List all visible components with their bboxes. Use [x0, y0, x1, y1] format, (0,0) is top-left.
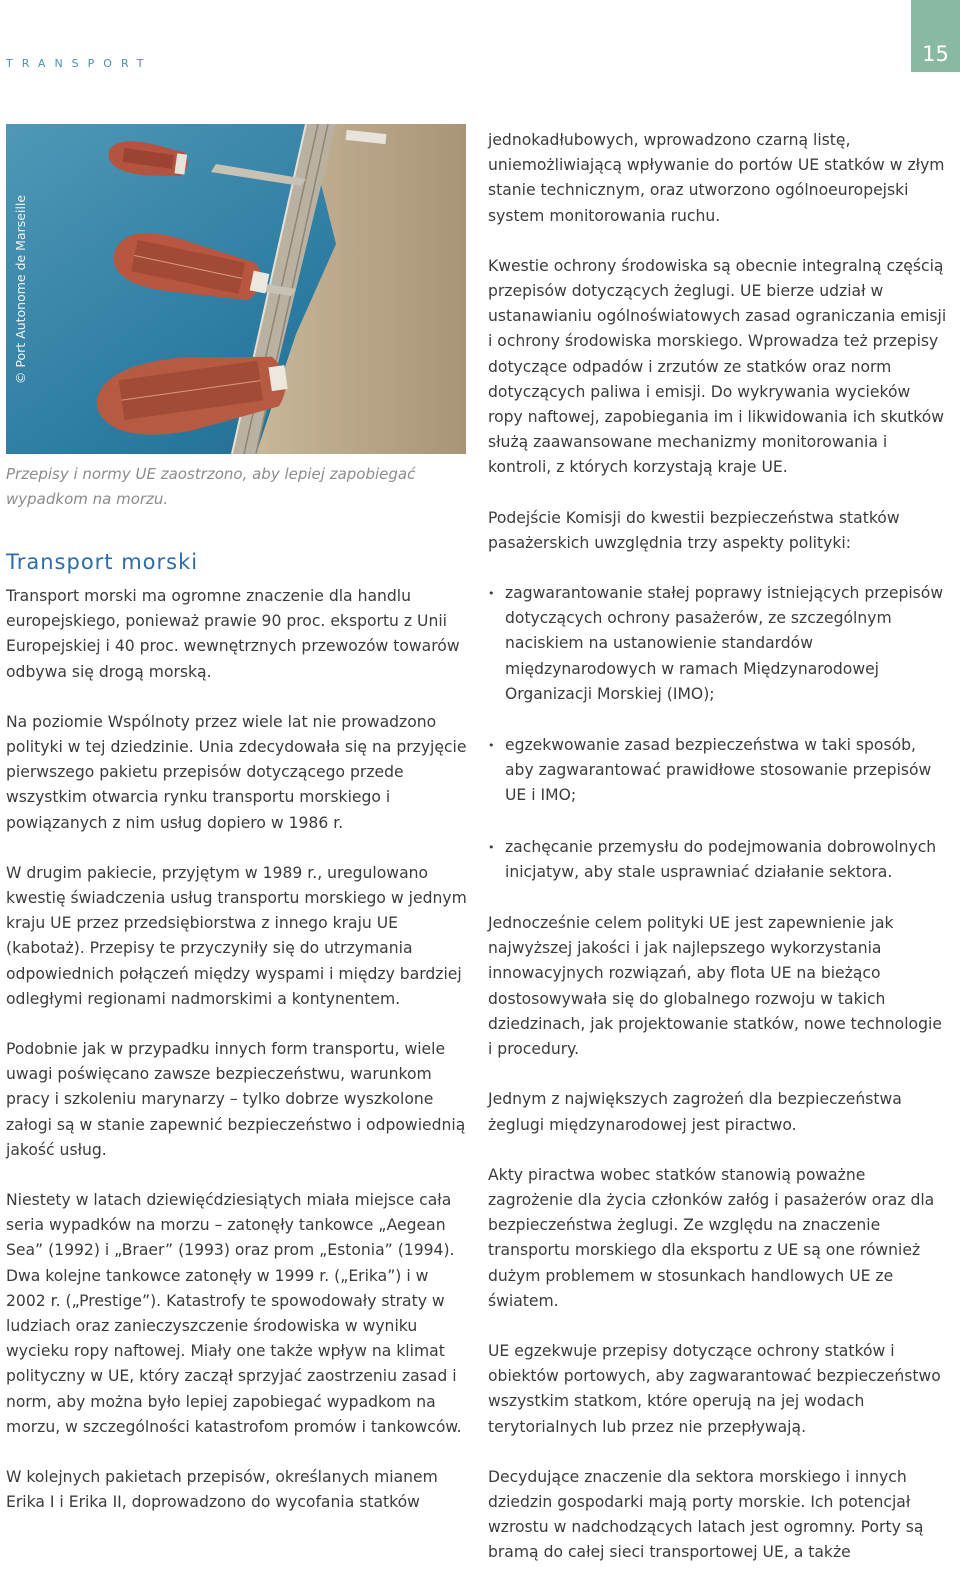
- paragraph: Podejście Komisji do kwestii bezpieczeństwa statków pasażerskich uwzględnia trzy aspekty polityki:: [488, 508, 900, 552]
- paragraph: Kwestie ochrony środowiska są obecnie integralną częścią przepisów dotyczących żeglugi. UE bierze udział w ustanawianiu ogólnoświatowych zasad ograniczania emisji i ochrony środowiska morskiego. Wprowadza też przepisy dotyczące odpadów i zrzutów ze statków oraz norm dotyczących paliwa i emisji. Do wykrywania wycieków ropy naftowej, zapobiegania im i likwidowania ich skutków służą zaawansowane mechanizmy monitorowania i kontroli, z których korzystają kraje UE.: [488, 256, 947, 477]
- port-tanker-photo: [6, 124, 466, 454]
- paragraph: UE egzekwuje przepisy dotyczące ochrony statków i obiektów portowych, aby zagwarantować bezpieczeństwo wszystkim statkom, które operują na jej wodach terytorialnych lub przez nie przepływają.: [488, 1341, 941, 1436]
- paragraph: Transport morski ma ogromne znaczenie dla handlu europejskiego, ponieważ prawie 90 proc. eksportu z Unii Europejskiej i 40 proc. wewnętrznych przewozów towarów odbywa się drogą morską.: [6, 587, 460, 681]
- list-item: • zachęcanie przemysłu do podejmowania dobrowolnych inicjatyw, aby stale usprawniać działanie sektora.: [488, 835, 948, 885]
- paragraph: Akty piractwa wobec statków stanowią poważne zagrożenie dla życia członków załóg i pasażerów oraz dla bezpieczeństwa żeglugi. Ze względu na znaczenie transportu morskiego dla eksportu z UE są one również dużym problemem w stosunkach handlowych UE ze światem.: [488, 1165, 935, 1310]
- section-header-label: TRANSPORT: [6, 57, 153, 70]
- paragraph: jednokadłubowych, wprowadzono czarną listę, uniemożliwiającą wpływanie do portów UE statków w złym stanie technicznym, oraz utworzono ogólnoeuropejski system monitorowania ruchu.: [488, 131, 945, 225]
- paragraph: Jednym z największych zagrożeń dla bezpieczeństwa żeglugi międzynarodowej jest piractwo.: [488, 1090, 902, 1134]
- paragraph: W drugim pakiecie, przyjętym w 1989 r., uregulowano kwestię świadczenia usług transportu morskiego w jednym kraju UE przez przedsiębiorstwa z innego kraju UE (kabotaż). Przepisy te przyczyniły się do utrzymania odpowiednich połączeń między wyspami i między bardziej odległymi regionami nadmorskimi a kontynentem.: [6, 863, 467, 1008]
- policy-bullet-list: [488, 581, 948, 885]
- paragraph: Na poziomie Wspólnoty przez wiele lat nie prowadzono polityki w tej dziedzinie. Unia zdecydowała się na przyjęcie pierwszego pakietu przepisów dotyczącego przede wszystkim otwarcia rynku transportu morskiego i powiązanych z nim usług dopiero w 1986 r.: [6, 712, 467, 832]
- photo-caption: Przepisy i normy UE zaostrzono, aby lepiej zapobiegać wypadkom na morzu.: [6, 465, 416, 508]
- paragraph: Niestety w latach dziewięćdziesiątych miała miejsce cała seria wypadków na morzu – zatonęły tankowce „Aegean Sea” (1992) i „Braer” (1993) oraz prom „Estonia” (1994). Dwa kolejne tankowce zatonęły w 1999 r. („Erika”) i w 2002 r. („Prestige”). Katastrofy te spowodowały straty w ludziach oraz zanieczyszczenie środowiska w wyniku wycieku ropy naftowej. Miały one także wpływ na klimat polityczny w UE, który zaczął sprzyjać zaostrzeniu zasad i norm, aby można było lepiej zapobiegać wypadkom na morzu, w szczególności katastrofom promów i tankowców.: [6, 1191, 462, 1436]
- page-number: 15: [911, 0, 960, 72]
- right-text-column: [488, 128, 948, 1591]
- paragraph: Decydujące znaczenie dla sektora morskiego i innych dziedzin gospodarki mają porty morskie. Ich potencjał wzrostu w nadchodzących latach jest ogromny. Porty są bramą do całej sieci transportowej UE, a także: [488, 1467, 924, 1562]
- list-item: • zagwarantowanie stałej poprawy istniejących przepisów dotyczących ochrony pasażerów, ze szczególnym naciskiem na ustanowienie standardów międzynarodowych w ramach Międzynarodowej Organizacji Morskiej (IMO);: [488, 581, 948, 707]
- paragraph: Jednocześnie celem polityki UE jest zapewnienie jak najwyższej jakości i jak najlepszego wykorzystania innowacyjnych rozwiązań, aby flota UE na bieżąco dostosowywała się do globalnego rozwoju w takich dziedzinach, jak projektowanie statków, nowe technologie i procedury.: [488, 914, 942, 1059]
- section-title: Transport morski: [6, 550, 199, 575]
- photo-credit: © Port Autonome de Marseille: [13, 194, 29, 384]
- paragraph: Podobnie jak w przypadku innych form transportu, wiele uwagi poświęcano zawsze bezpieczeństwu, warunkom pracy i szkoleniu marynarzy – tylko dobrze wyszkolone załogi są w stanie zapewnić bezpieczeństwo i odpowiednią jakość usług.: [6, 1040, 466, 1159]
- list-item: • egzekwowanie zasad bezpieczeństwa w taki sposób, aby zagwarantować prawidłowe stosowanie przepisów UE i IMO;: [488, 733, 948, 809]
- aerial-port-illustration: [6, 124, 466, 454]
- left-text-column: [6, 584, 472, 1541]
- paragraph: W kolejnych pakietach przepisów, określanych mianem Erika I i Erika II, doprowadzono do wycofania statków: [6, 1468, 438, 1512]
